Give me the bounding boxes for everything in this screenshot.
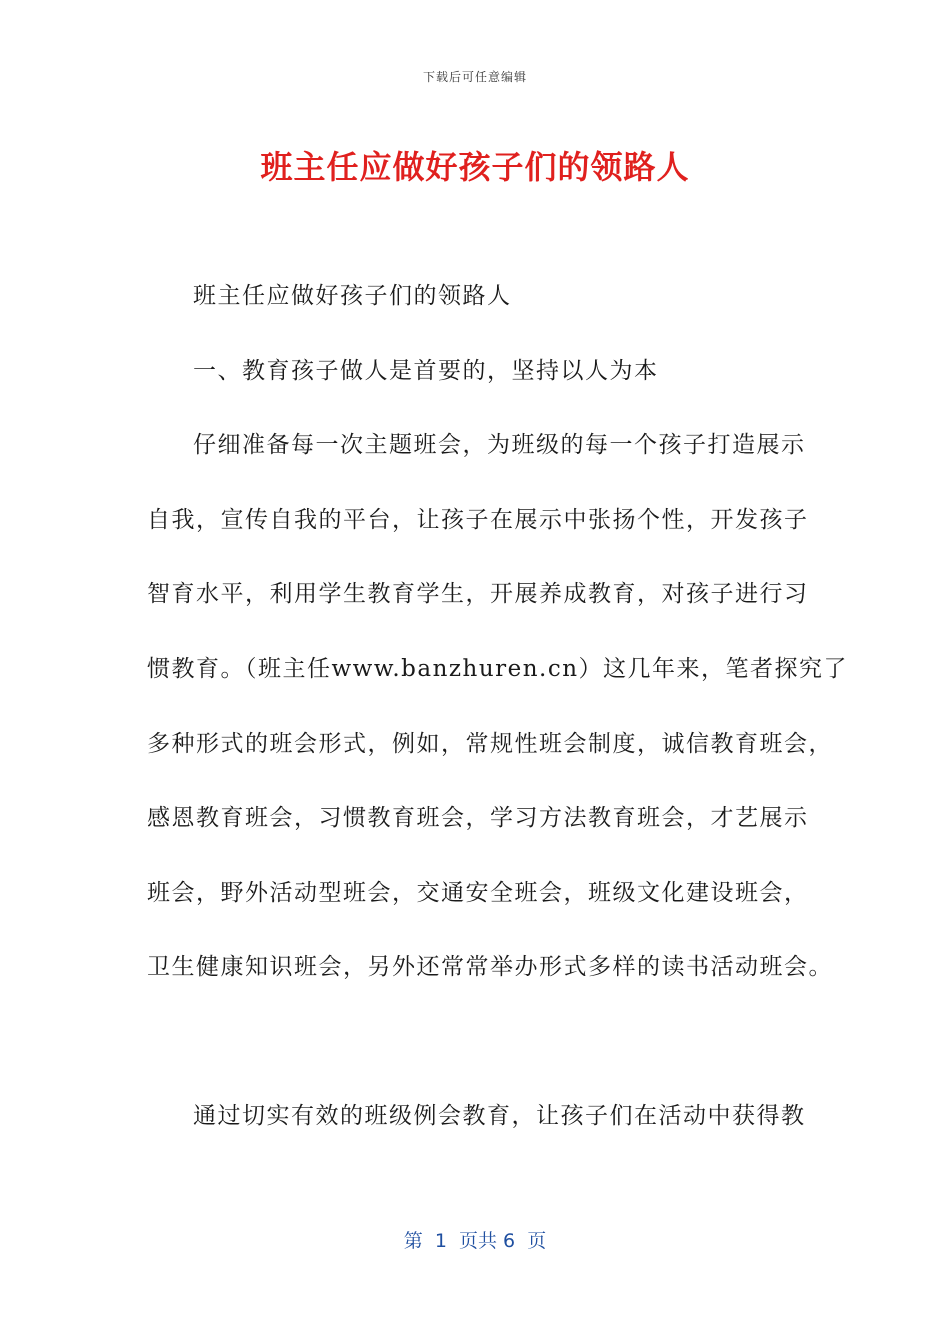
paragraph-line: 班会，野外活动型班会，交通安全班会，班级文化建设班会， (147, 880, 809, 906)
paragraph-line: 卫生健康知识班会，另外还常常举办形式多样的读书活动班会。 (147, 954, 833, 980)
paragraph-line: 多种形式的班会形式，例如，常规性班会制度，诚信教育班会， (147, 731, 833, 757)
paragraph-line: 自我，宣传自我的平台，让孩子在展示中张扬个性，开发孩子 (147, 507, 809, 533)
paragraph-line: 感恩教育班会，习惯教育班会，学习方法教育班会，才艺展示 (147, 805, 809, 831)
document-title: 班主任应做好孩子们的领路人 (260, 148, 690, 186)
page-number-footer: 第 1 页共 6 页 (403, 1230, 547, 1252)
paragraph-line: 仔细准备每一次主题班会，为班级的每一个孩子打造展示 (193, 432, 806, 458)
subtitle-line: 班主任应做好孩子们的领路人 (193, 283, 512, 309)
header-note: 下载后可任意编辑 (422, 70, 527, 84)
paragraph-line: 惯教育。（班主任www.banzhuren.cn）这几年来，笔者探究了 (147, 656, 849, 682)
paragraph-line: 智育水平，利用学生教育学生，开展养成教育，对孩子进行习 (147, 581, 809, 607)
paragraph-line: 通过切实有效的班级例会教育，让孩子们在活动中获得教 (193, 1103, 806, 1129)
section-heading: 一、教育孩子做人是首要的，坚持以人为本 (193, 358, 659, 384)
